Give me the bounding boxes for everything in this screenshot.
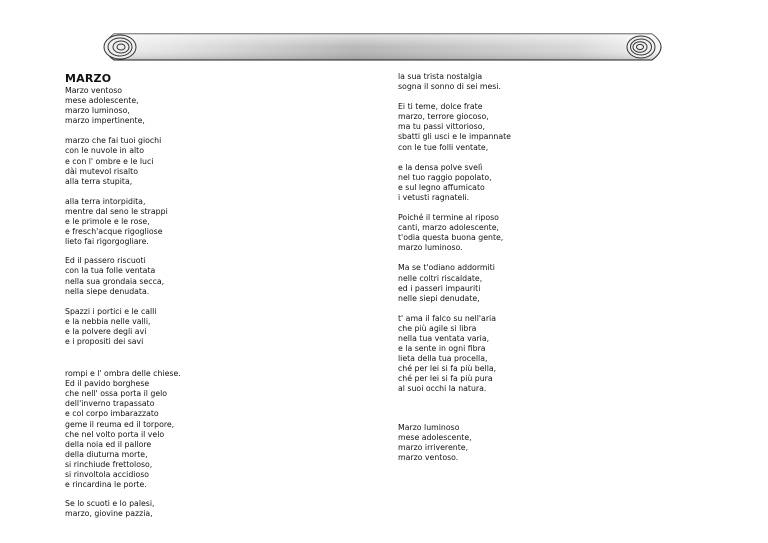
poem-line: con le nuvole in alto [65,146,144,156]
poem-line: Spazzi i portici e le calli [65,306,157,316]
poem-line: mese adolescente, [65,96,139,106]
poem-line: mese adolescente, [398,432,472,442]
stanza [398,102,511,152]
stanza [65,256,181,296]
poem-line: e la sente in ogni fibra [398,344,486,354]
spiral-left-icon [104,35,136,59]
poem-line: e fresch'acque rigogliose [65,227,163,237]
poem-line: t' ama il falco su nell'aria [398,313,496,323]
stanza [398,72,511,92]
poem-line: t'odia questa buona gente, [398,233,504,243]
poem-line: ché per lei si fa più bella, [398,364,497,374]
poem-line: alla terra stupita, [65,176,133,186]
stanza [398,163,511,203]
poem-line: la sua trista nostalgia [398,72,483,81]
poem-line: e la densa polve svelì [398,162,483,172]
poem-line: e la polvere degli avi [65,326,147,336]
poem-line: e i propositi dei savi [65,336,144,346]
stanza [65,197,181,247]
poem-line: lieta della tua procella, [398,354,488,364]
poem-line: marzo che fai tuoi giochi [65,136,162,146]
poem-line: Ed il pavido borghese [65,379,150,389]
poem-line: geme il reuma ed il torpore, [65,419,175,429]
scroll-banner [94,32,672,62]
poem-title: MARZO [65,72,112,85]
left-column [65,86,181,519]
poem-line: rompi e l' ombra delle chiese. [65,369,181,379]
poem-line: con la tua folle ventata [65,266,156,276]
poem-line: ed i passeri impauriti [398,283,481,293]
poem-line: ma tu passi vittorioso, [398,122,485,132]
stanza [398,213,511,253]
poem-line: nella siepe denudata. [65,286,150,296]
poem-line: sogna il sonno di sei mesi. [398,82,501,92]
poem-line: nel tuo raggio popolato, [398,172,492,182]
poem-line: Ma se t'odiano addormiti [398,263,495,273]
stanza [398,263,511,303]
poem-line: mentre dal seno le strappi [65,206,168,216]
poem-line: che nel volto porta il velo [65,429,165,439]
poem-line: al suoi occhi la natura. [398,384,487,394]
poem-line: e sul legno affumicato [398,182,485,192]
poem-line: della noia ed il pallore [65,439,152,449]
poem-line: canti, marzo adolescente, [398,223,499,233]
poem-line: Ei ti teme, dolce frate [398,102,483,112]
poem-line: si rinvoltola accidioso [65,470,150,479]
poem-line: della diuturna morte, [65,449,148,459]
poem-line: marzo luminoso, [65,106,130,116]
poem-line: nelle siepi denudate, [398,293,480,303]
poem-line: e la nebbia nelle valli, [65,316,151,326]
poem-line: Se lo scuoti e lo palesi, [65,499,155,509]
poem-line: che nell' ossa porta il gelo [65,389,168,399]
poem-line: che più agile si libra [398,323,477,333]
poem-line: marzo luminoso. [398,243,463,253]
poem-line: marzo, terrore giocoso, [398,112,489,122]
stanza [398,423,511,463]
poem-line: Ed il passero riscuoti [65,256,146,266]
poem-line: dài mutevol risalto [65,166,138,176]
poem-line: marzo, giovine pazzia, [65,509,153,519]
poem-line: dell'inverno trapassato [65,399,155,409]
stanza [65,86,181,126]
poem-line: Marzo luminoso [398,422,460,432]
poem-line: e con l' ombre e le luci [65,156,154,166]
poem-line: nella sua grondaia secca, [65,276,165,286]
stanza [65,307,181,347]
poem-line: marzo ventoso. [398,452,459,462]
poem-line: alla terra intorpidita, [65,196,146,206]
poem-line: e rincardina le porte. [65,480,147,490]
poem-line: nella tua ventata varia, [398,333,490,343]
poem-line: Poiché il termine al riposo [398,213,499,223]
poem-line: marzo impertinente, [65,116,145,126]
poem-line: lieto fai rigorgogliare. [65,237,149,247]
stanza [65,369,181,490]
poem-line: con le tue folli ventate, [398,142,489,152]
right-column [398,72,511,463]
stanza [398,314,511,395]
poem-line: e le primole e le rose, [65,217,150,227]
poem-line: si rinchiude frettoloso, [65,459,153,469]
stanza [65,136,181,186]
poem-line: e col corpo imbarazzato [65,409,159,419]
poem-line: marzo irriverente, [398,442,469,452]
poem-line: i vetusti ragnateli. [398,192,470,202]
poem-line: ché per lei si fa più pura [398,374,493,384]
spiral-right-icon [627,36,655,58]
poem-line: Marzo ventoso [65,86,123,95]
poem-line: sbatti gli usci e le impannate [398,132,511,142]
stanza [65,499,181,519]
poem-line: nelle coltri riscaldate, [398,273,483,283]
